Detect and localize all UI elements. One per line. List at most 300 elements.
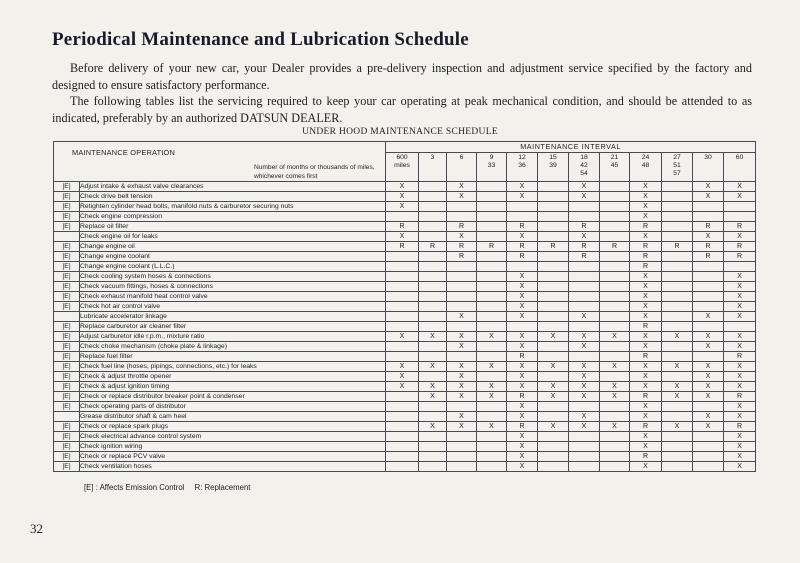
interval-value-cell: X — [386, 332, 419, 342]
interval-value-cell — [662, 442, 693, 452]
interval-value-cell — [538, 262, 569, 272]
interval-value-cell: R — [630, 322, 662, 332]
interval-value-cell — [538, 442, 569, 452]
interval-value-cell — [569, 432, 600, 442]
interval-value-cell: X — [447, 232, 477, 242]
interval-value-cell: X — [600, 362, 630, 372]
emission-tag: [E] — [54, 372, 80, 382]
interval-value-cell — [569, 452, 600, 462]
interval-value-cell — [538, 272, 569, 282]
interval-value-cell — [600, 322, 630, 332]
interval-value-cell — [447, 212, 477, 222]
interval-column-bottom: 45 — [610, 162, 619, 170]
interval-value-cell — [419, 262, 447, 272]
interval-value-cell — [693, 262, 724, 272]
interval-value-cell — [569, 282, 600, 292]
interval-value-cell: X — [693, 422, 724, 432]
interval-value-cell — [447, 432, 477, 442]
interval-value-cell — [419, 222, 447, 232]
table-row — [54, 282, 756, 292]
interval-column-top: 27 — [673, 154, 681, 162]
interval-value-cell: R — [630, 222, 662, 232]
interval-value-cell — [447, 272, 477, 282]
operation-cell: Adjust intake & exhaust valve clearances — [80, 182, 386, 192]
operation-cell: Check operating parts of distributor — [80, 402, 386, 412]
interval-value-cell — [386, 302, 419, 312]
interval-value-cell — [477, 372, 507, 382]
table-row — [54, 242, 756, 252]
table-caption: UNDER HOOD MAINTENANCE SCHEDULE — [302, 127, 498, 137]
operation-cell: Check ventilation hoses — [80, 462, 386, 472]
interval-value-cell: X — [419, 332, 447, 342]
operation-cell: Retighten cylinder head bolts, manifold nuts & carburetor securing nuts — [80, 202, 386, 212]
operation-cell: Check electrical advance control system — [80, 432, 386, 442]
interval-value-cell — [662, 462, 693, 472]
interval-value-cell — [477, 402, 507, 412]
interval-value-cell: X — [538, 362, 569, 372]
footnote-replacement: R: Replacement — [194, 483, 251, 492]
interval-value-cell: X — [538, 392, 569, 402]
interval-value-cell: R — [447, 252, 477, 262]
operation-cell: Check & adjust throttle opener — [80, 372, 386, 382]
interval-value-cell: X — [630, 332, 662, 342]
interval-value-cell: X — [724, 402, 756, 412]
emission-tag: [E] — [54, 392, 80, 402]
operation-header-title: MAINTENANCE OPERATION — [72, 148, 176, 157]
emission-tag: [E] — [54, 432, 80, 442]
table-row — [54, 232, 756, 242]
interval-column-bottom: 60 — [735, 154, 744, 162]
emission-tag: [E] — [54, 202, 80, 212]
table-row — [54, 192, 756, 202]
interval-value-cell — [386, 342, 419, 352]
interval-value-cell: X — [693, 312, 724, 322]
interval-column-bottom: 48 — [641, 162, 650, 170]
interval-value-cell — [386, 322, 419, 332]
interval-value-cell — [538, 302, 569, 312]
interval-value-cell: R — [724, 252, 756, 262]
page-title: Periodical Maintenance and Lubrication Schedule — [52, 29, 469, 50]
interval-value-cell — [662, 302, 693, 312]
interval-value-cell: X — [569, 362, 600, 372]
interval-value-cell — [693, 322, 724, 332]
interval-value-cell — [419, 202, 447, 212]
interval-value-cell: X — [724, 362, 756, 372]
interval-value-cell — [662, 452, 693, 462]
interval-value-cell: X — [507, 362, 538, 372]
interval-value-cell — [477, 192, 507, 202]
table-row — [54, 432, 756, 442]
interval-value-cell — [538, 222, 569, 232]
interval-value-cell: R — [507, 242, 538, 252]
interval-value-cell: X — [630, 282, 662, 292]
interval-value-cell — [447, 352, 477, 362]
interval-value-cell: R — [662, 242, 693, 252]
interval-value-cell: X — [630, 432, 662, 442]
interval-value-cell: X — [447, 412, 477, 422]
emission-tag: [E] — [54, 252, 80, 262]
interval-value-cell — [600, 232, 630, 242]
interval-value-cell — [662, 262, 693, 272]
interval-value-cell — [419, 452, 447, 462]
table-row — [54, 462, 756, 472]
interval-value-cell — [662, 322, 693, 332]
interval-value-cell — [662, 182, 693, 192]
interval-value-cell: R — [724, 392, 756, 402]
emission-tag: [E] — [54, 442, 80, 452]
interval-value-cell: X — [724, 442, 756, 452]
interval-value-cell — [419, 182, 447, 192]
interval-column-bottom: 36 — [518, 162, 526, 170]
interval-value-cell — [477, 292, 507, 302]
interval-value-cell — [662, 252, 693, 262]
interval-value-cell: X — [507, 292, 538, 302]
emission-tag: [E] — [54, 192, 80, 202]
interval-value-cell — [419, 312, 447, 322]
interval-value-cell: X — [507, 342, 538, 352]
interval-value-cell — [662, 412, 693, 422]
interval-value-cell: X — [600, 422, 630, 432]
interval-value-cell: X — [693, 372, 724, 382]
interval-value-cell — [538, 192, 569, 202]
interval-column-3 — [477, 153, 507, 182]
interval-value-cell — [569, 322, 600, 332]
emission-tag: [E] — [54, 282, 80, 292]
interval-value-cell — [419, 282, 447, 292]
interval-value-cell — [693, 272, 724, 282]
emission-tag: [E] — [54, 302, 80, 312]
interval-value-cell: X — [630, 362, 662, 372]
interval-value-cell — [419, 352, 447, 362]
interval-column-top: 6 — [459, 154, 464, 162]
interval-value-cell — [419, 232, 447, 242]
interval-value-cell — [538, 452, 569, 462]
interval-value-cell: R — [507, 352, 538, 362]
interval-value-cell — [507, 212, 538, 222]
interval-value-cell — [693, 212, 724, 222]
interval-value-cell: X — [447, 312, 477, 322]
interval-value-cell: X — [600, 332, 630, 342]
table-row — [54, 362, 756, 372]
emission-tag: [E] — [54, 182, 80, 192]
interval-value-cell: X — [630, 202, 662, 212]
interval-value-cell — [600, 452, 630, 462]
interval-value-cell — [693, 292, 724, 302]
interval-column-top: 12 — [518, 154, 526, 162]
interval-value-cell: X — [507, 382, 538, 392]
interval-value-cell: X — [693, 412, 724, 422]
interval-value-cell — [538, 232, 569, 242]
interval-value-cell: R — [630, 352, 662, 362]
emission-tag: [E] — [54, 462, 80, 472]
interval-value-cell — [477, 212, 507, 222]
interval-value-cell: R — [569, 242, 600, 252]
interval-column-5 — [538, 153, 569, 182]
interval-column-bottom: 42 54 — [580, 162, 588, 178]
interval-value-cell — [538, 432, 569, 442]
table-row — [54, 182, 756, 192]
interval-value-cell: X — [693, 382, 724, 392]
table-row — [54, 322, 756, 332]
interval-value-cell: X — [569, 412, 600, 422]
interval-value-cell: X — [507, 192, 538, 202]
table-row — [54, 442, 756, 452]
interval-value-cell: R — [507, 392, 538, 402]
interval-column-1 — [419, 153, 447, 182]
operation-cell: Check cooling system hoses & connections — [80, 272, 386, 282]
interval-value-cell — [477, 262, 507, 272]
emission-tag: [E] — [54, 352, 80, 362]
interval-value-cell — [569, 272, 600, 282]
interval-value-cell: X — [724, 302, 756, 312]
operation-cell: Check exhaust manifold heat control valve — [80, 292, 386, 302]
interval-value-cell: X — [724, 272, 756, 282]
interval-value-cell — [600, 262, 630, 272]
interval-value-cell — [600, 432, 630, 442]
interval-value-cell: X — [477, 362, 507, 372]
interval-value-cell: R — [724, 422, 756, 432]
interval-value-cell — [386, 212, 419, 222]
emission-tag: [E] — [54, 362, 80, 372]
interval-value-cell: X — [386, 202, 419, 212]
interval-value-cell: X — [724, 192, 756, 202]
interval-value-cell: X — [447, 182, 477, 192]
interval-value-cell: X — [693, 332, 724, 342]
interval-value-cell — [569, 442, 600, 452]
emission-tag — [54, 232, 80, 242]
interval-value-cell — [477, 352, 507, 362]
interval-value-cell: R — [386, 222, 419, 232]
table-row — [54, 292, 756, 302]
interval-value-cell: X — [419, 382, 447, 392]
interval-value-cell — [538, 252, 569, 262]
operation-cell: Change engine coolant — [80, 252, 386, 262]
emission-tag — [54, 412, 80, 422]
interval-value-cell — [477, 452, 507, 462]
interval-value-cell — [447, 202, 477, 212]
interval-value-cell: X — [724, 292, 756, 302]
interval-value-cell — [477, 282, 507, 292]
interval-value-cell — [386, 442, 419, 452]
operation-cell: Lubricate accelerator linkage — [80, 312, 386, 322]
interval-value-cell — [662, 222, 693, 232]
interval-column-4 — [507, 153, 538, 182]
interval-value-cell — [538, 462, 569, 472]
interval-value-cell — [386, 412, 419, 422]
table-row — [54, 312, 756, 322]
interval-value-cell — [386, 462, 419, 472]
interval-value-cell: X — [630, 462, 662, 472]
interval-value-cell: X — [538, 422, 569, 432]
interval-value-cell: X — [724, 282, 756, 292]
interval-value-cell — [419, 322, 447, 332]
interval-value-cell — [477, 312, 507, 322]
interval-value-cell — [724, 202, 756, 212]
interval-value-cell — [419, 342, 447, 352]
interval-value-cell — [693, 302, 724, 312]
interval-value-cell: R — [630, 452, 662, 462]
interval-value-cell: X — [447, 382, 477, 392]
interval-value-cell — [419, 252, 447, 262]
interval-value-cell — [538, 212, 569, 222]
interval-value-cell: R — [724, 352, 756, 362]
interval-value-cell: X — [507, 462, 538, 472]
interval-value-cell: R — [569, 252, 600, 262]
intro-text — [52, 60, 752, 126]
interval-value-cell: X — [447, 362, 477, 372]
table-row — [54, 302, 756, 312]
operation-cell: Check vacuum fittings, hoses & connections — [80, 282, 386, 292]
interval-value-cell — [419, 402, 447, 412]
interval-column-top: 3 — [430, 154, 435, 162]
emission-tag: [E] — [54, 222, 80, 232]
interval-value-cell: X — [662, 422, 693, 432]
table-row — [54, 352, 756, 362]
interval-value-cell: X — [693, 362, 724, 372]
table-row — [54, 342, 756, 352]
interval-value-cell: X — [724, 312, 756, 322]
interval-column-top: 24 — [641, 154, 650, 162]
interval-value-cell: X — [477, 422, 507, 432]
interval-value-cell — [386, 272, 419, 282]
interval-value-cell — [693, 352, 724, 362]
interval-value-cell: R — [630, 252, 662, 262]
interval-value-cell: X — [447, 392, 477, 402]
interval-value-cell: X — [507, 452, 538, 462]
table-row — [54, 222, 756, 232]
interval-value-cell — [419, 192, 447, 202]
interval-value-cell — [662, 342, 693, 352]
interval-column-top: 18 — [580, 154, 588, 162]
interval-value-cell: R — [507, 222, 538, 232]
interval-value-cell — [419, 302, 447, 312]
interval-value-cell — [693, 282, 724, 292]
interval-column-6 — [569, 153, 600, 182]
operation-cell: Change engine oil — [80, 242, 386, 252]
interval-value-cell: X — [662, 362, 693, 372]
interval-value-cell: X — [693, 392, 724, 402]
interval-value-cell — [600, 412, 630, 422]
interval-value-cell: R — [693, 222, 724, 232]
interval-value-cell: X — [630, 442, 662, 452]
interval-value-cell: X — [630, 302, 662, 312]
interval-value-cell — [600, 302, 630, 312]
interval-value-cell — [662, 402, 693, 412]
interval-value-cell: R — [630, 242, 662, 252]
interval-value-cell — [477, 442, 507, 452]
interval-value-cell — [569, 292, 600, 302]
interval-value-cell — [538, 282, 569, 292]
interval-column-top: 15 — [549, 154, 557, 162]
intro-paragraph-2: The following tables list the servicing required to keep your car operating at peak mechanical condition, and should be attended to as indicated, preferably by an authorized DATSUN DEALER. — [52, 94, 752, 125]
interval-value-cell: X — [724, 462, 756, 472]
interval-value-cell — [662, 312, 693, 322]
interval-value-cell: X — [630, 412, 662, 422]
operation-cell: Check or replace distributor breaker point & condenser — [80, 392, 386, 402]
interval-value-cell: X — [507, 302, 538, 312]
interval-value-cell: X — [569, 182, 600, 192]
interval-value-cell: X — [569, 422, 600, 432]
interval-value-cell — [600, 212, 630, 222]
interval-value-cell — [447, 282, 477, 292]
interval-value-cell: X — [630, 272, 662, 282]
interval-column-bottom: 51 57 — [673, 162, 681, 178]
interval-value-cell: X — [507, 412, 538, 422]
interval-value-cell — [600, 372, 630, 382]
operation-cell: Check engine compression — [80, 212, 386, 222]
operation-cell: Check & adjust ignition timing — [80, 382, 386, 392]
interval-value-cell — [693, 442, 724, 452]
interval-value-cell: R — [724, 222, 756, 232]
interval-value-cell: X — [507, 332, 538, 342]
table-row — [54, 392, 756, 402]
interval-value-cell: R — [477, 242, 507, 252]
interval-value-cell — [569, 352, 600, 362]
interval-value-cell: X — [724, 182, 756, 192]
operation-cell: Replace carburetor air cleaner filter — [80, 322, 386, 332]
interval-value-cell: R — [630, 422, 662, 432]
interval-value-cell — [569, 462, 600, 472]
interval-value-cell — [600, 312, 630, 322]
interval-value-cell: R — [724, 242, 756, 252]
interval-value-cell: X — [477, 392, 507, 402]
interval-value-cell — [569, 302, 600, 312]
interval-value-cell: R — [693, 252, 724, 262]
operation-cell: Check hot air control valve — [80, 302, 386, 312]
interval-value-cell: X — [569, 372, 600, 382]
operation-cell: Replace fuel filter — [80, 352, 386, 362]
interval-value-cell: X — [507, 282, 538, 292]
interval-value-cell — [447, 402, 477, 412]
interval-value-cell — [662, 192, 693, 202]
interval-value-cell: X — [386, 382, 419, 392]
interval-value-cell: X — [386, 182, 419, 192]
maintenance-schedule-table — [53, 141, 756, 472]
interval-value-cell — [600, 352, 630, 362]
interval-column-8 — [630, 153, 662, 182]
table-row — [54, 252, 756, 262]
emission-tag: [E] — [54, 402, 80, 412]
interval-value-cell — [538, 352, 569, 362]
interval-value-cell — [600, 442, 630, 452]
interval-value-cell: X — [724, 412, 756, 422]
operation-cell: Check or replace PCV valve — [80, 452, 386, 462]
interval-column-11 — [724, 153, 756, 182]
interval-value-cell — [477, 412, 507, 422]
interval-value-cell — [600, 222, 630, 232]
interval-value-cell: X — [600, 382, 630, 392]
interval-column-bottom: 33 — [487, 162, 496, 170]
interval-value-cell — [538, 402, 569, 412]
interval-value-cell — [419, 462, 447, 472]
operation-cell: Check drive belt tension — [80, 192, 386, 202]
interval-value-cell — [447, 452, 477, 462]
interval-value-cell — [693, 462, 724, 472]
interval-value-cell: X — [419, 422, 447, 432]
interval-value-cell — [693, 402, 724, 412]
interval-value-cell: R — [630, 262, 662, 272]
interval-value-cell: X — [569, 392, 600, 402]
table-row — [54, 402, 756, 412]
interval-value-cell: X — [386, 372, 419, 382]
interval-value-cell: X — [662, 332, 693, 342]
interval-value-cell — [477, 322, 507, 332]
interval-value-cell: X — [507, 432, 538, 442]
interval-value-cell: X — [693, 232, 724, 242]
interval-value-cell — [569, 262, 600, 272]
interval-value-cell: X — [693, 192, 724, 202]
table-row — [54, 452, 756, 462]
